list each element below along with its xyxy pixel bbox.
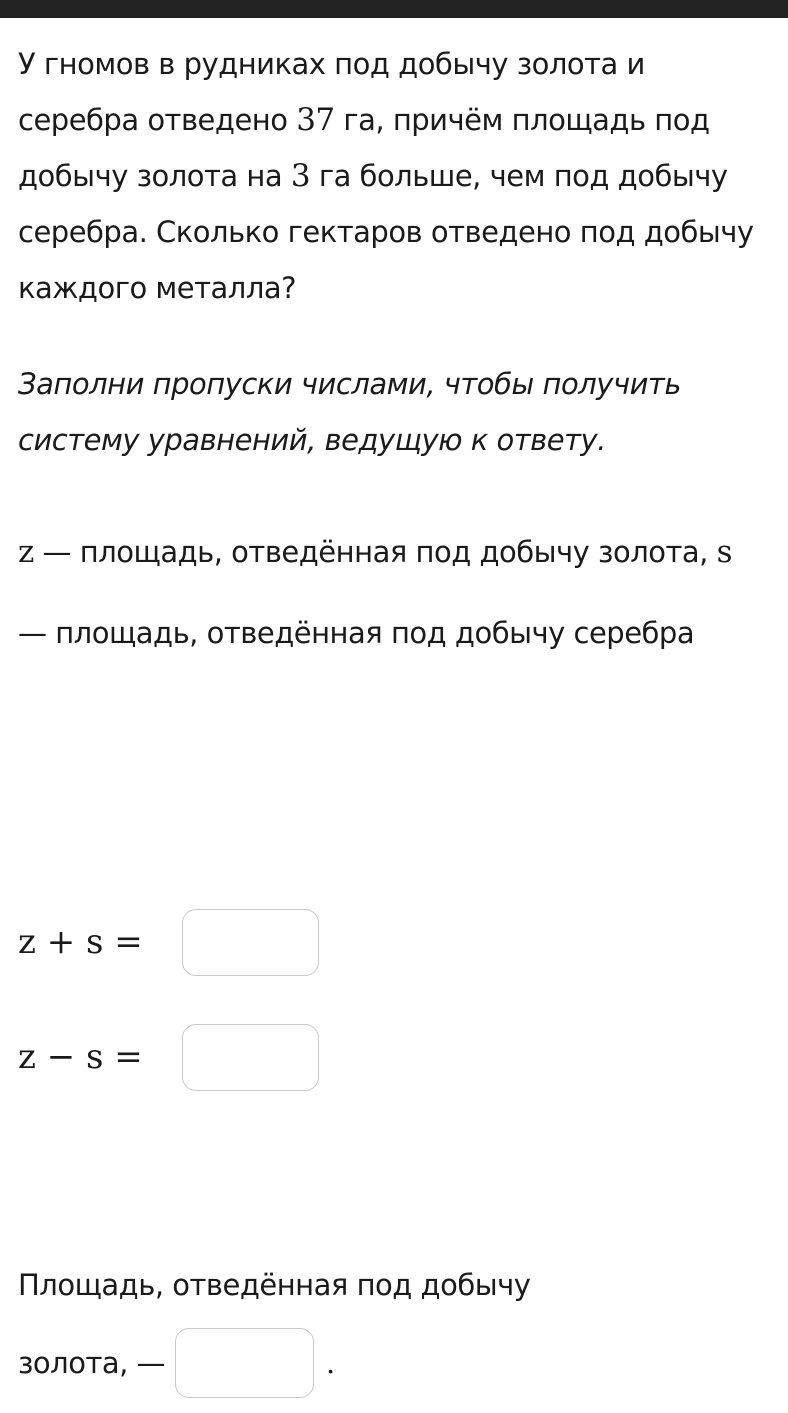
equation-difference-lhs: z − s = bbox=[18, 1037, 143, 1077]
problem-text-part-3: га больше, чем под добычу серебра. Сколько гектаров отведено под добычу каждого металла? bbox=[18, 159, 754, 305]
difference-value: 3 bbox=[290, 158, 311, 194]
total-area-value: 37 bbox=[296, 102, 335, 138]
equation-difference bbox=[18, 1022, 319, 1092]
instruction-text: Заполни пропуски числами, чтобы получить систему уравнений, ведущую к ответу. bbox=[18, 367, 681, 457]
answer-period: . bbox=[326, 1346, 335, 1380]
answer-section bbox=[18, 1244, 768, 1400]
variable-z: z bbox=[18, 534, 34, 570]
definition-s: — площадь, отведённая под добычу серебра bbox=[18, 616, 695, 650]
equation-sum-input[interactable] bbox=[182, 909, 319, 976]
gold-area-input[interactable] bbox=[175, 1328, 314, 1398]
definition-z: — площадь, отведённая под добычу золота, bbox=[33, 535, 717, 569]
top-bar bbox=[0, 0, 788, 18]
equation-sum bbox=[18, 907, 319, 977]
variable-definitions bbox=[18, 512, 768, 674]
variable-s: s bbox=[716, 534, 733, 570]
answer-label-line-1: Площадь, отведённая под добычу bbox=[18, 1268, 531, 1302]
problem-text-part-2: га, причём площадь под добычу золота на bbox=[18, 103, 710, 193]
answer-label-line-2: золота, — bbox=[18, 1346, 166, 1380]
problem-text-part-1: У гномов в рудниках под добычу золота и серебра отведено bbox=[18, 47, 645, 137]
equation-sum-lhs: z + s = bbox=[18, 922, 143, 962]
problem-text bbox=[18, 36, 768, 316]
equation-difference-input[interactable] bbox=[182, 1024, 319, 1091]
